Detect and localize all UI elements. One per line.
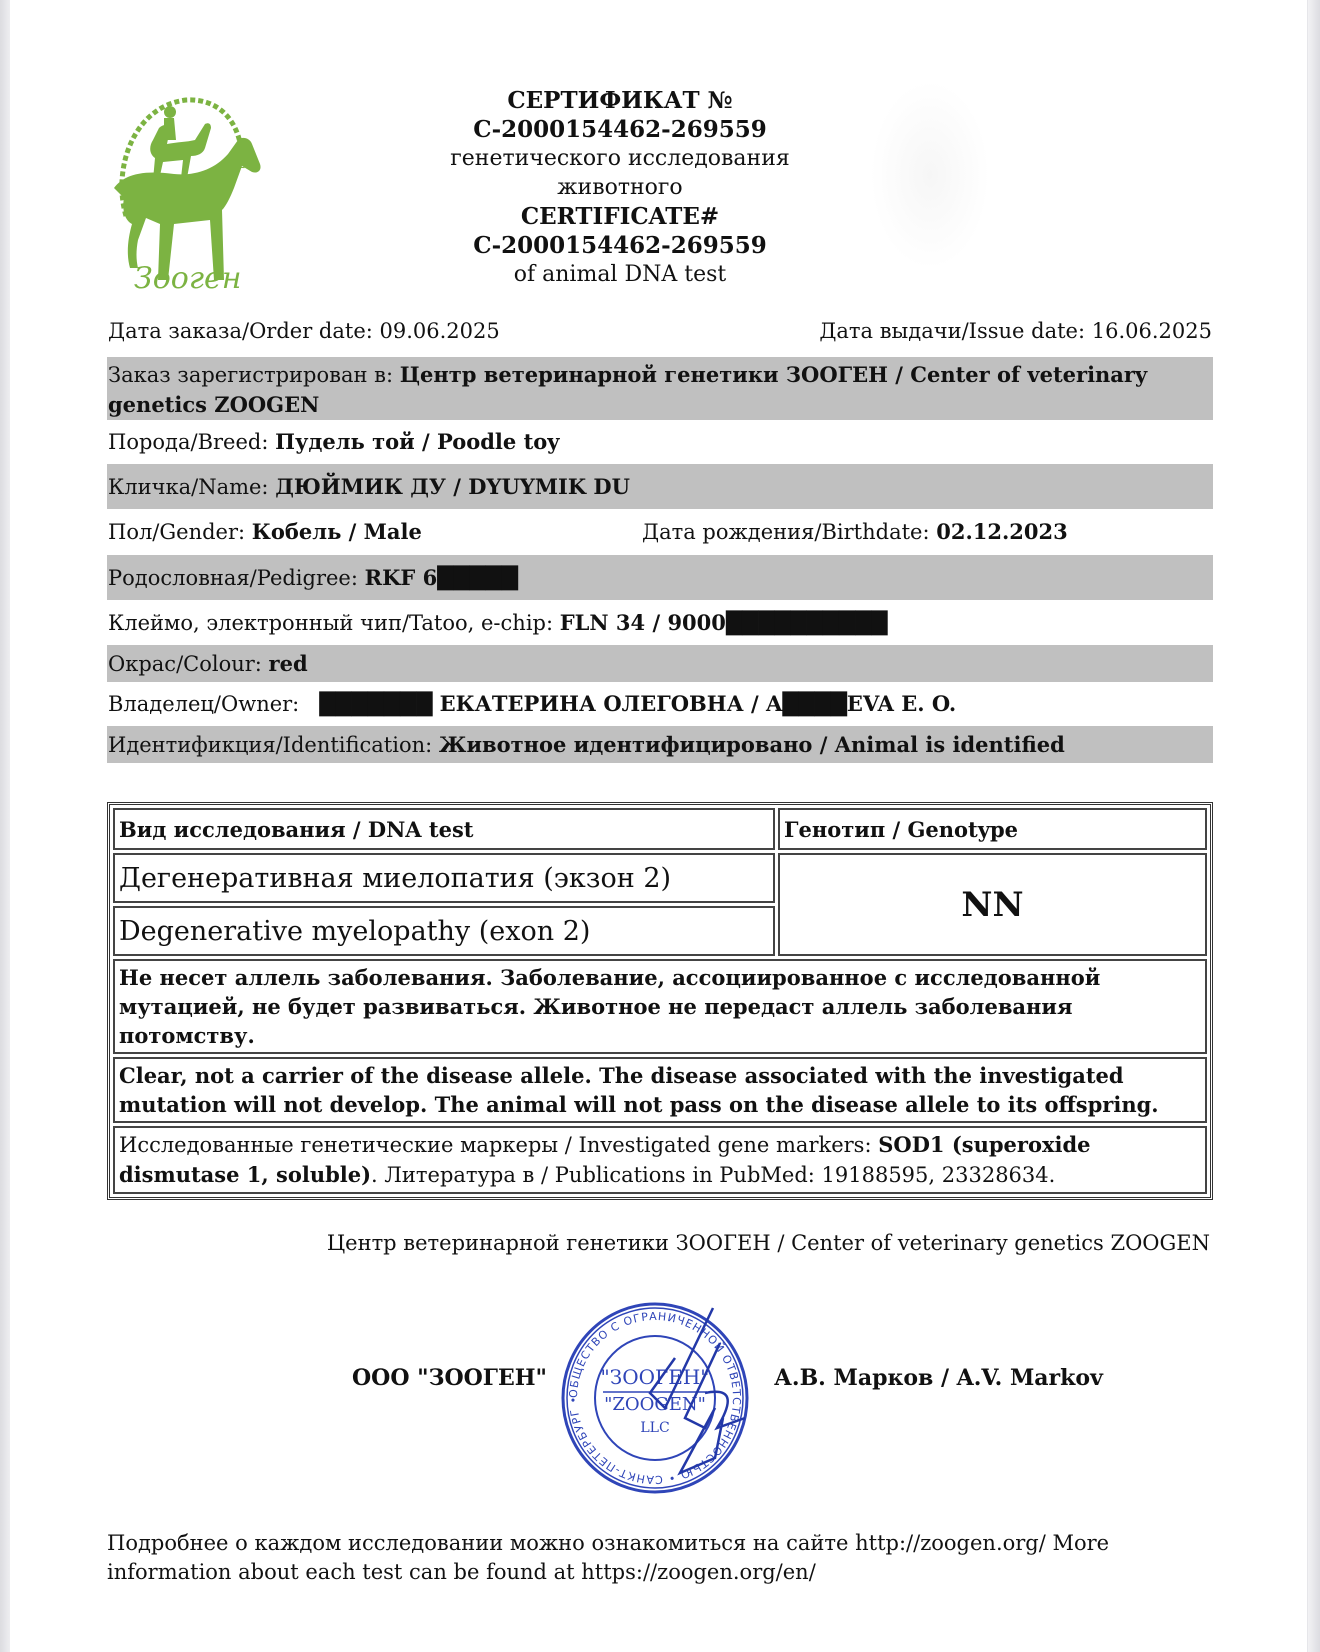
test-name-ru: Дегенеративная миелопатия (экзон 2) (113, 853, 775, 903)
field-gender-birthdate (107, 517, 1213, 547)
dates-row (107, 317, 1213, 346)
order-date: Дата заказа/Order date: 09.06.2025 (108, 319, 500, 343)
certificate-number-en: C-2000154462-269559 (473, 232, 767, 259)
certificate-subtitle-ru-2: животного (557, 175, 683, 200)
table-row (113, 959, 1207, 1054)
certificate-title-en: CERTIFICATE# (520, 203, 720, 230)
column-header-genotype: Генотип / Genotype (778, 808, 1207, 850)
stamp-line-2: "ZOOGEN" (604, 1394, 706, 1415)
left-edge (0, 0, 10, 1652)
field-pedigree: Родословная/Pedigree: RKF 6█████ (107, 555, 1213, 600)
field-breed: Порода/Breed: Пудель той / Poodle toy (108, 429, 560, 454)
signer-name: А.В. Марков / A.V. Markov (774, 1365, 1103, 1391)
certificate-header (420, 86, 820, 289)
stamp-outer-text: ОБЩЕСТВО С ОГРАНИЧЕННОЙ ОТВЕТСТВЕННОСТЬЮ • САНКТ-ПЕТЕРБУРГ • (566, 1309, 744, 1487)
right-edge (1307, 0, 1320, 1652)
genotype-value: NN (778, 853, 1207, 956)
stamp-line-1: "ЗООГЕН" (600, 1365, 710, 1389)
field-chip: Клеймо, электронный чип/Tatoo, e-chip: FLN 34 / 9000██████████ (108, 610, 888, 635)
issuing-center: Центр ветеринарной генетики ЗООГЕН / Center of veterinary genetics ZOOGEN (326, 1231, 1210, 1255)
zoogen-logo (104, 88, 264, 300)
company-stamp (555, 1298, 765, 1498)
field-birthdate: Дата рождения/Birthdate: 02.12.2023 (642, 519, 1068, 544)
stamp-seal-icon (555, 1298, 765, 1498)
certificate-title-ru: СЕРТИФИКАТ № (507, 87, 733, 114)
result-description-ru: Не несет аллель заболевания. Заболевание, ассоциированное с исследованной мутацией, не будет развиваться. Животное не передаст аллель заболевания потомству. (113, 959, 1207, 1054)
table-row (113, 853, 1207, 903)
certificate-number-ru: C-2000154462-269559 (473, 116, 767, 143)
gene-markers: Исследованные генетические маркеры / Investigated gene markers: SOD1 (superoxide dismutase 1, soluble). Литература в / Publications in PubMed: 19188595, 23328634. (113, 1126, 1207, 1194)
table-row (113, 1126, 1207, 1194)
test-name-en: Degenerative myelopathy (exon 2) (113, 906, 775, 956)
footer-info: Подробнее о каждом исследовании можно ознакомиться на сайте http://zoogen.org/ More information about each test can be found at https://zoogen.org/en/ (107, 1531, 1110, 1584)
field-colour: Окрас/Colour: red (107, 645, 1213, 682)
horse-rider-logo-icon (104, 88, 264, 300)
table-row (113, 1057, 1207, 1123)
field-identification: Идентификция/Identification: Животное идентифицировано / Animal is identified (107, 726, 1213, 763)
field-gender: Пол/Gender: Кобель / Male (108, 519, 422, 544)
redacted-qr-area (870, 80, 990, 270)
dna-test-table (107, 802, 1213, 1200)
field-registered: Заказ зарегистрирован в: Центр ветеринарной генетики ЗООГЕН / Center of veterinary genetics ZOOGEN (107, 357, 1213, 420)
field-owner: Владелец/Owner: ███████ ЕКАТЕРИНА ОЛЕГОВНА / A████EVA E. O. (108, 691, 957, 716)
stamp-line-3: LLC (640, 1420, 670, 1436)
issue-date: Дата выдачи/Issue date: 16.06.2025 (819, 319, 1212, 343)
company-name: ООО "ЗООГЕН" (352, 1365, 548, 1391)
certificate-subtitle-en: of animal DNA test (513, 262, 727, 287)
table-header-row (113, 808, 1207, 850)
certificate-subtitle-ru-1: генетического исследования (450, 146, 790, 171)
field-name: Кличка/Name: ДЮЙМИК ДУ / DYUYMIK DU (107, 464, 1213, 509)
logo-text: Зооген (134, 261, 242, 296)
result-description-en: Clear, not a carrier of the disease allele. The disease associated with the investigated mutation will not develop. The animal will not pass on the disease allele to its offspring. (113, 1057, 1207, 1123)
column-header-test: Вид исследования / DNA test (113, 808, 775, 850)
